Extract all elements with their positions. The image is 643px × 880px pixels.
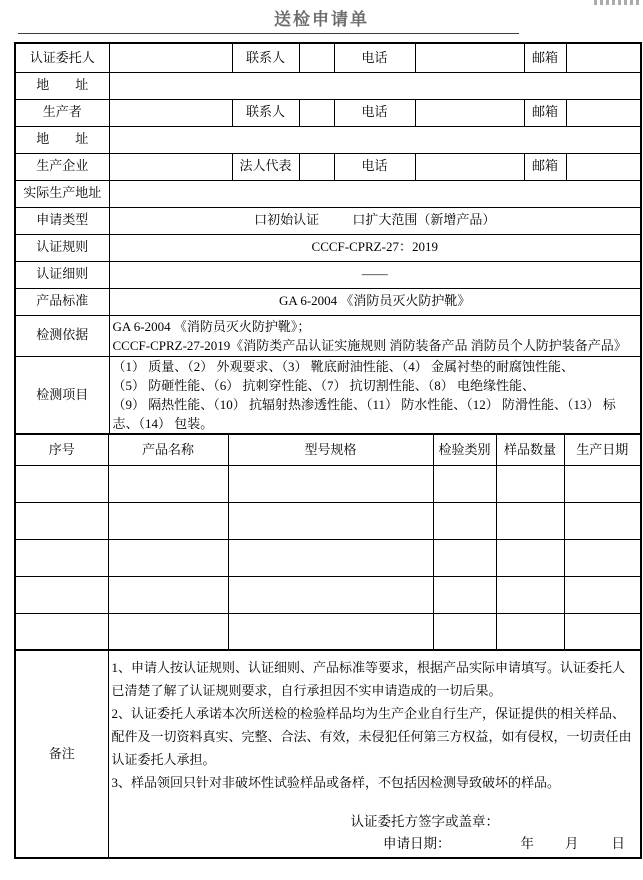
applicant-email-field[interactable]	[566, 43, 641, 72]
producer-label: 生产者	[15, 99, 109, 126]
product-cell[interactable]	[433, 539, 496, 576]
manufacturer-row	[15, 153, 641, 180]
test-items-value	[109, 356, 641, 434]
cert-rule-row	[15, 234, 641, 261]
application-type-label: 申请类型	[15, 207, 109, 234]
product-row	[15, 502, 641, 539]
product-standard-value: GA 6-2004 《消防员灭火防护靴》	[109, 288, 641, 315]
product-header-row	[15, 434, 641, 465]
applicant-label: 认证委托人	[15, 43, 109, 72]
product-cell[interactable]	[433, 502, 496, 539]
applicant-row	[15, 43, 641, 72]
product-cell[interactable]	[228, 465, 433, 502]
remarks-table	[14, 649, 642, 859]
col-header-product-name: 产品名称	[108, 434, 228, 465]
applicant-email-label: 邮箱	[524, 43, 566, 72]
col-header-inspection-type: 检验类别	[433, 434, 496, 465]
product-row	[15, 613, 641, 650]
date-label: 申请日期：	[383, 835, 451, 851]
test-basis-line: CCCF-CPRZ-27-2019《消防类产品认证实施规则 消防装备产品 消防员个人防护装备产品》	[112, 337, 627, 353]
cert-detail-value: ——	[109, 261, 641, 288]
product-cell[interactable]	[496, 465, 564, 502]
cert-rule-label: 认证规则	[15, 234, 109, 261]
product-cell[interactable]	[108, 539, 228, 576]
remarks-line-2: 2、认证委托人承诺本次所送检的检验样品均为生产企业自行生产，保证提供的相关样品、配件及一切资料真实、完整、合法、有效，未侵犯任何第三方权益，如有侵权，一切责任由认证委托人承担。	[111, 705, 632, 767]
product-cell[interactable]	[496, 613, 564, 650]
product-cell[interactable]	[228, 576, 433, 613]
producer-address-row	[15, 126, 641, 153]
year-label: 年	[520, 835, 534, 851]
cert-detail-label: 认证细则	[15, 261, 109, 288]
product-cell[interactable]	[433, 576, 496, 613]
test-items-line: （9） 隔热性能、（10） 抗辐射热渗透性能、（11） 防水性能、（12） 防滑性能、（13） 标	[112, 396, 616, 412]
checkbox-expand-scope[interactable]: 口扩大范围（新增产品）	[352, 212, 496, 228]
applicant-contact-label: 联系人	[232, 43, 299, 72]
test-items-label: 检测项目	[15, 356, 109, 434]
product-cell[interactable]	[564, 539, 641, 576]
col-header-sample-qty: 样品数量	[496, 434, 564, 465]
form-title: 送检申请单	[274, 10, 369, 29]
applicant-phone-label: 电话	[334, 43, 415, 72]
producer-contact-label: 联系人	[232, 99, 299, 126]
remarks-label: 备注	[15, 650, 108, 858]
product-cell[interactable]	[564, 613, 641, 650]
product-cell[interactable]	[496, 539, 564, 576]
product-cell[interactable]	[433, 613, 496, 650]
applicant-address-field[interactable]	[109, 72, 641, 99]
product-cell[interactable]	[228, 539, 433, 576]
test-items-line: （5） 防砸性能、（6） 抗刺穿性能、（7） 抗切割性能、（8） 电绝缘性能、	[112, 377, 536, 393]
day-label: 日	[611, 835, 625, 851]
product-cell[interactable]	[228, 502, 433, 539]
remarks-content	[108, 650, 641, 858]
title-underline	[18, 33, 519, 34]
product-cell[interactable]	[108, 613, 228, 650]
product-cell[interactable]	[15, 502, 108, 539]
product-cell[interactable]	[15, 613, 108, 650]
remarks-line-1: 1、申请人按认证规则、认证细则、产品标准等要求，根据产品实际申请填写。认证委托人已清楚了解了认证规则要求，自行承担因不实申请造成的一切后果。	[111, 659, 626, 698]
application-type-options	[109, 207, 641, 234]
manufacturer-email-field[interactable]	[566, 153, 641, 180]
product-cell[interactable]	[108, 576, 228, 613]
manufacturer-phone-field[interactable]	[415, 153, 524, 180]
applicant-address-row	[15, 72, 641, 99]
application-type-row	[15, 207, 641, 234]
applicant-phone-field[interactable]	[415, 43, 524, 72]
test-basis-label: 检测依据	[15, 315, 109, 356]
producer-row	[15, 99, 641, 126]
product-table	[14, 433, 642, 651]
product-row	[15, 465, 641, 502]
product-cell[interactable]	[108, 465, 228, 502]
producer-address-label: 地 址	[15, 126, 109, 153]
producer-address-field[interactable]	[109, 126, 641, 153]
actual-address-label: 实际生产地址	[15, 180, 109, 207]
manufacturer-name-field[interactable]	[109, 153, 232, 180]
product-cell[interactable]	[15, 465, 108, 502]
product-standard-row	[15, 288, 641, 315]
producer-email-field[interactable]	[566, 99, 641, 126]
col-header-serial-no: 序号	[15, 434, 108, 465]
col-header-model-spec: 型号规格	[228, 434, 433, 465]
manufacturer-email-label: 邮箱	[524, 153, 566, 180]
product-cell[interactable]	[496, 502, 564, 539]
test-items-row	[15, 356, 641, 434]
actual-address-field[interactable]	[109, 180, 641, 207]
signature-area[interactable]	[112, 814, 638, 831]
product-cell[interactable]	[15, 539, 108, 576]
product-cell[interactable]	[228, 613, 433, 650]
product-cell[interactable]	[564, 502, 641, 539]
test-basis-value	[109, 315, 641, 356]
cert-detail-row	[15, 261, 641, 288]
producer-phone-label: 电话	[334, 99, 415, 126]
producer-email-label: 邮箱	[524, 99, 566, 126]
test-basis-line: GA 6-2004 《消防员灭火防护靴》；	[112, 318, 311, 334]
product-cell[interactable]	[433, 465, 496, 502]
product-table-rows	[15, 434, 641, 650]
manufacturer-legal-rep-field[interactable]	[299, 153, 334, 180]
applicant-contact-field[interactable]	[299, 43, 334, 72]
product-cell[interactable]	[108, 502, 228, 539]
checkbox-initial-certification[interactable]: 口初始认证	[254, 212, 320, 228]
col-header-production-date: 生产日期	[564, 434, 641, 465]
cert-rule-value: CCCF-CPRZ-27：2019	[109, 234, 641, 261]
test-basis-row	[15, 315, 641, 356]
producer-name-field[interactable]	[109, 99, 232, 126]
info-table	[14, 42, 642, 435]
month-label: 月	[565, 835, 579, 851]
manufacturer-legal-rep-label: 法人代表	[232, 153, 299, 180]
remarks-row	[15, 650, 641, 858]
test-items-line: （1） 质量、（2） 外观要求、（3） 靴底耐油性能、（4） 金属衬垫的耐腐蚀性能、	[112, 358, 575, 374]
applicant-name-field[interactable]	[109, 43, 232, 72]
manufacturer-phone-label: 电话	[334, 153, 415, 180]
product-cell[interactable]	[15, 576, 108, 613]
product-row	[15, 539, 641, 576]
manufacturer-label: 生产企业	[15, 153, 109, 180]
product-cell[interactable]	[496, 576, 564, 613]
applicant-address-label: 地 址	[15, 72, 109, 99]
product-cell[interactable]	[564, 465, 641, 502]
producer-contact-field[interactable]	[299, 99, 334, 126]
product-standard-label: 产品标准	[15, 288, 109, 315]
application-date-area[interactable]	[112, 836, 638, 853]
test-items-line: 志、（14） 包装。	[112, 415, 214, 431]
remarks-line-3: 3、样品领回只针对非破坏性试验样品或备样，不包括因检测导致破坏的样品。	[111, 774, 561, 790]
signature-label: 认证委托方签字或盖章：	[350, 813, 499, 829]
product-cell[interactable]	[564, 576, 641, 613]
producer-phone-field[interactable]	[415, 99, 524, 126]
product-row	[15, 576, 641, 613]
actual-address-row	[15, 180, 641, 207]
